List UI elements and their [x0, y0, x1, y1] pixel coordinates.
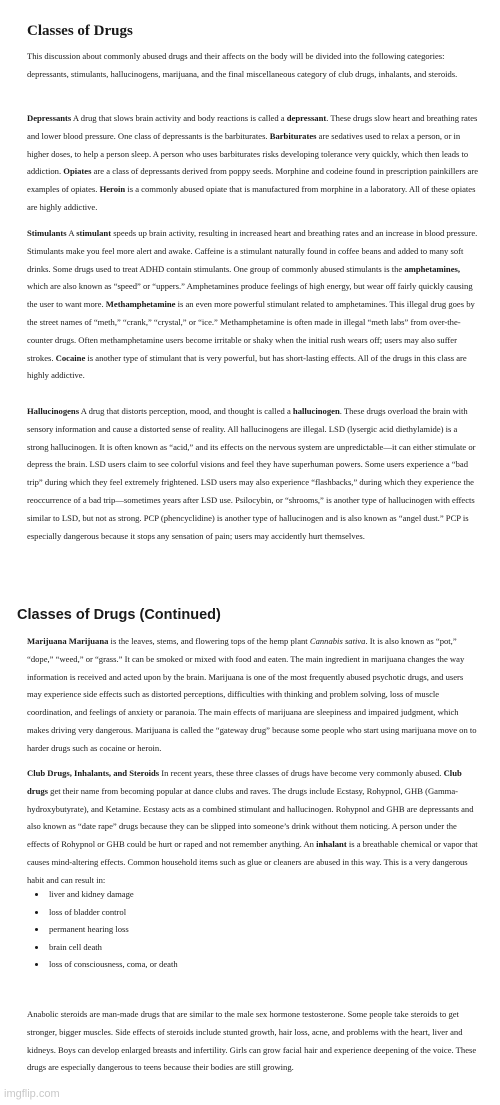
- depressants-heading: Depressants: [27, 113, 72, 123]
- text: is an even more powerful stimulant related to amphetamines. This illegal drug goes by the street names of “meth,” “crank,” “crystal,” or “ice.” Methamphetamine is often made in illegal “meth labs” from over-the-counter drugs. Often methamphetamine users become irritable or shaky when the initial rush wears off; users may also suffer strokes.: [27, 299, 475, 363]
- inhalant-effects-list: [37, 886, 477, 974]
- term-marijuana: Marijuana: [66, 636, 109, 646]
- text: get their name from becoming popular at dance clubs and raves. The drugs include Ecstasy, Rohypnol, GHB (Gamma-hydroxybutyrate), and Ketamine. Ecstasy acts as a combined stimulant and hallucinogen. Rohypnol and GHB are depressants and also known as “date rape” drugs because they can be slipped into someone’s drink without them noticing. A person under the effects of Rohypnol or GHB could be hurt or raped and not remember anything. An: [27, 785, 474, 850]
- text: are a class of depressants derived from poppy seeds. Morphine and codeine found in prescription painkillers are examples of opiates.: [27, 166, 479, 195]
- steroids-paragraph: Anabolic steroids are man-made drugs that are similar to the male sex hormone testosterone. Some people take steroids to get stronger, bigger muscles. Side effects of steroids include stunted growth, hair loss, acne, and problems with the heart, liver and kidneys. Boys can develop enlarged breasts and infertility. Girls can grow facial hair and experience deepening of the voice. These drugs are especially dangerous to teens because their bodies are still growing.: [27, 1009, 477, 1073]
- term-inhalant: inhalant: [316, 839, 347, 850]
- list-item: • brain cell death: [47, 939, 477, 957]
- text: is the leaves, stems, and flowering tops of the hemp plant: [108, 636, 310, 646]
- text: which are also known as “speed” or “uppers.” Amphetamines produce feelings of high energy, but wear off fairly quickly causing the user to want more.: [27, 281, 473, 310]
- text: A drug that distorts perception, mood, and thought is called a: [79, 406, 293, 416]
- stimulants-paragraph: [27, 225, 479, 385]
- list-item: • loss of bladder control: [47, 904, 477, 922]
- text: . It is also known as “pot,” “dope,” “weed,” or “grass.” It can be smoked or mixed with food and eaten. The main ingredient in marijuana changes the way information is received and acted upon by the brain. Marijuana is one of the most frequently abused psychotic drugs, and users may experience side effects such as distorted perceptions, difficulties with thinking and problem solving, loss of muscle coordination, and feelings of anxiety or paranoia. The main effects of marijuana are sleepiness and impaired judgment, which makes driving very dangerous. Marijuana is called the “gateway drug” because some people who start using marijuana move on to harder drugs such as cocaine or heroin.: [27, 636, 477, 753]
- list-item: • liver and kidney damage: [47, 886, 477, 904]
- text: is a commonly abused opiate that is manufactured from morphine in a laboratory. All of these opiates are highly addictive.: [27, 184, 476, 212]
- club-drugs-heading: Club Drugs, Inhalants, and Steroids: [27, 768, 160, 778]
- hallucinogens-heading: Hallucinogens: [27, 406, 80, 416]
- term-depressant: depressant: [286, 113, 327, 123]
- term-methamphetamine: Methamphetamine: [105, 299, 176, 310]
- list-item: • permanent hearing loss: [47, 921, 477, 939]
- text: speeds up brain activity, resulting in increased heart and breathing rates and an increase in blood pressure. Stimulants make you feel more alert and awake. Caffeine is a stimulant naturally found in coffee beans and added to many soft drinks. Some drugs used to treat ADHD contain stimulants. One group of commonly abused stimulants is the: [27, 228, 478, 274]
- hallucinogens-paragraph: [27, 403, 479, 545]
- text: A: [66, 228, 77, 238]
- term-barbiturates: Barbiturates: [269, 130, 317, 141]
- text: is another type of stimulant that is very powerful, but has short-lasting effects. All of the drugs in this class are highly addictive.: [27, 352, 467, 381]
- term-cocaine: Cocaine: [55, 352, 86, 363]
- intro-paragraph: This discussion about commonly abused drugs and their affects on the body will be divided into the following categories: depressants, stimulants, hallucinogens, marijuana, and the final miscellaneous category of club drugs, inhalants, and steroids.: [27, 51, 458, 79]
- marijuana-paragraph: [27, 633, 479, 758]
- watermark: imgflip.com: [4, 1088, 60, 1100]
- club-drugs-paragraph: [27, 765, 479, 890]
- text: . These drugs slow heart and breathing rates and lower blood pressure. One class of depressants is the barbiturates.: [27, 113, 478, 141]
- depressants-paragraph: [27, 110, 479, 217]
- text: . These drugs overload the brain with sensory information and cause a distorted sense of reality. All hallucinogens are illegal. LSD (lysergic acid diethylamide) is a strong hallucinogen. It is often known as “acid,” and its effects on the nervous system are unpredictable—it can either stimulate or depress the brain. LSD users claim to see colorful visions and feel they have superhuman powers. Some users experience a “bad trip” during which they feel extremely frightened. LSD users may also experience “flashbacks,” during which they experience the reoccurrence of a bad trip—sometimes years after LSD use. Psilocybin, or “shrooms,” is another type of hallucinogen with effects similar to LSD, but not as strong. PCP (phencyclidine) is another type of hallucinogen and is also known as “angel dust.” PCP is especially dangerous because it stops any sensation of pain; users may accidently hurt themselves.: [27, 406, 476, 541]
- text: are sedatives used to relax a person, or in higher doses, to help a person sleep. A person who uses barbiturates risks developing tolerance very quickly, which then leads to addiction.: [27, 130, 469, 177]
- term-opiates: Opiates: [63, 166, 92, 177]
- term-hallucinogen: hallucinogen: [292, 406, 340, 416]
- term-amphetamines: amphetamines,: [404, 263, 460, 274]
- list-item: • loss of consciousness, coma, or death: [47, 956, 477, 974]
- marijuana-heading: Marijuana: [27, 636, 67, 646]
- page-title: Classes of Drugs: [27, 23, 133, 39]
- text: In recent years, these three classes of drugs have become very commonly abused.: [159, 768, 444, 778]
- continued-title: Classes of Drugs (Continued): [17, 607, 221, 623]
- stimulants-heading: Stimulants: [27, 228, 67, 238]
- text: is a breathable chemical or vapor that causes mind-altering effects. Common household items such as glue or cleaners are abused in this way. This is a very dangerous habit and can result in:: [27, 839, 478, 885]
- term-club-drugs: Club drugs: [27, 768, 462, 796]
- scientific-name: Cannabis sativa: [309, 636, 366, 646]
- text: A drug that slows brain activity and body reactions is called a: [71, 113, 287, 123]
- term-stimulant: stimulant: [76, 228, 112, 238]
- term-heroin: Heroin: [99, 184, 126, 195]
